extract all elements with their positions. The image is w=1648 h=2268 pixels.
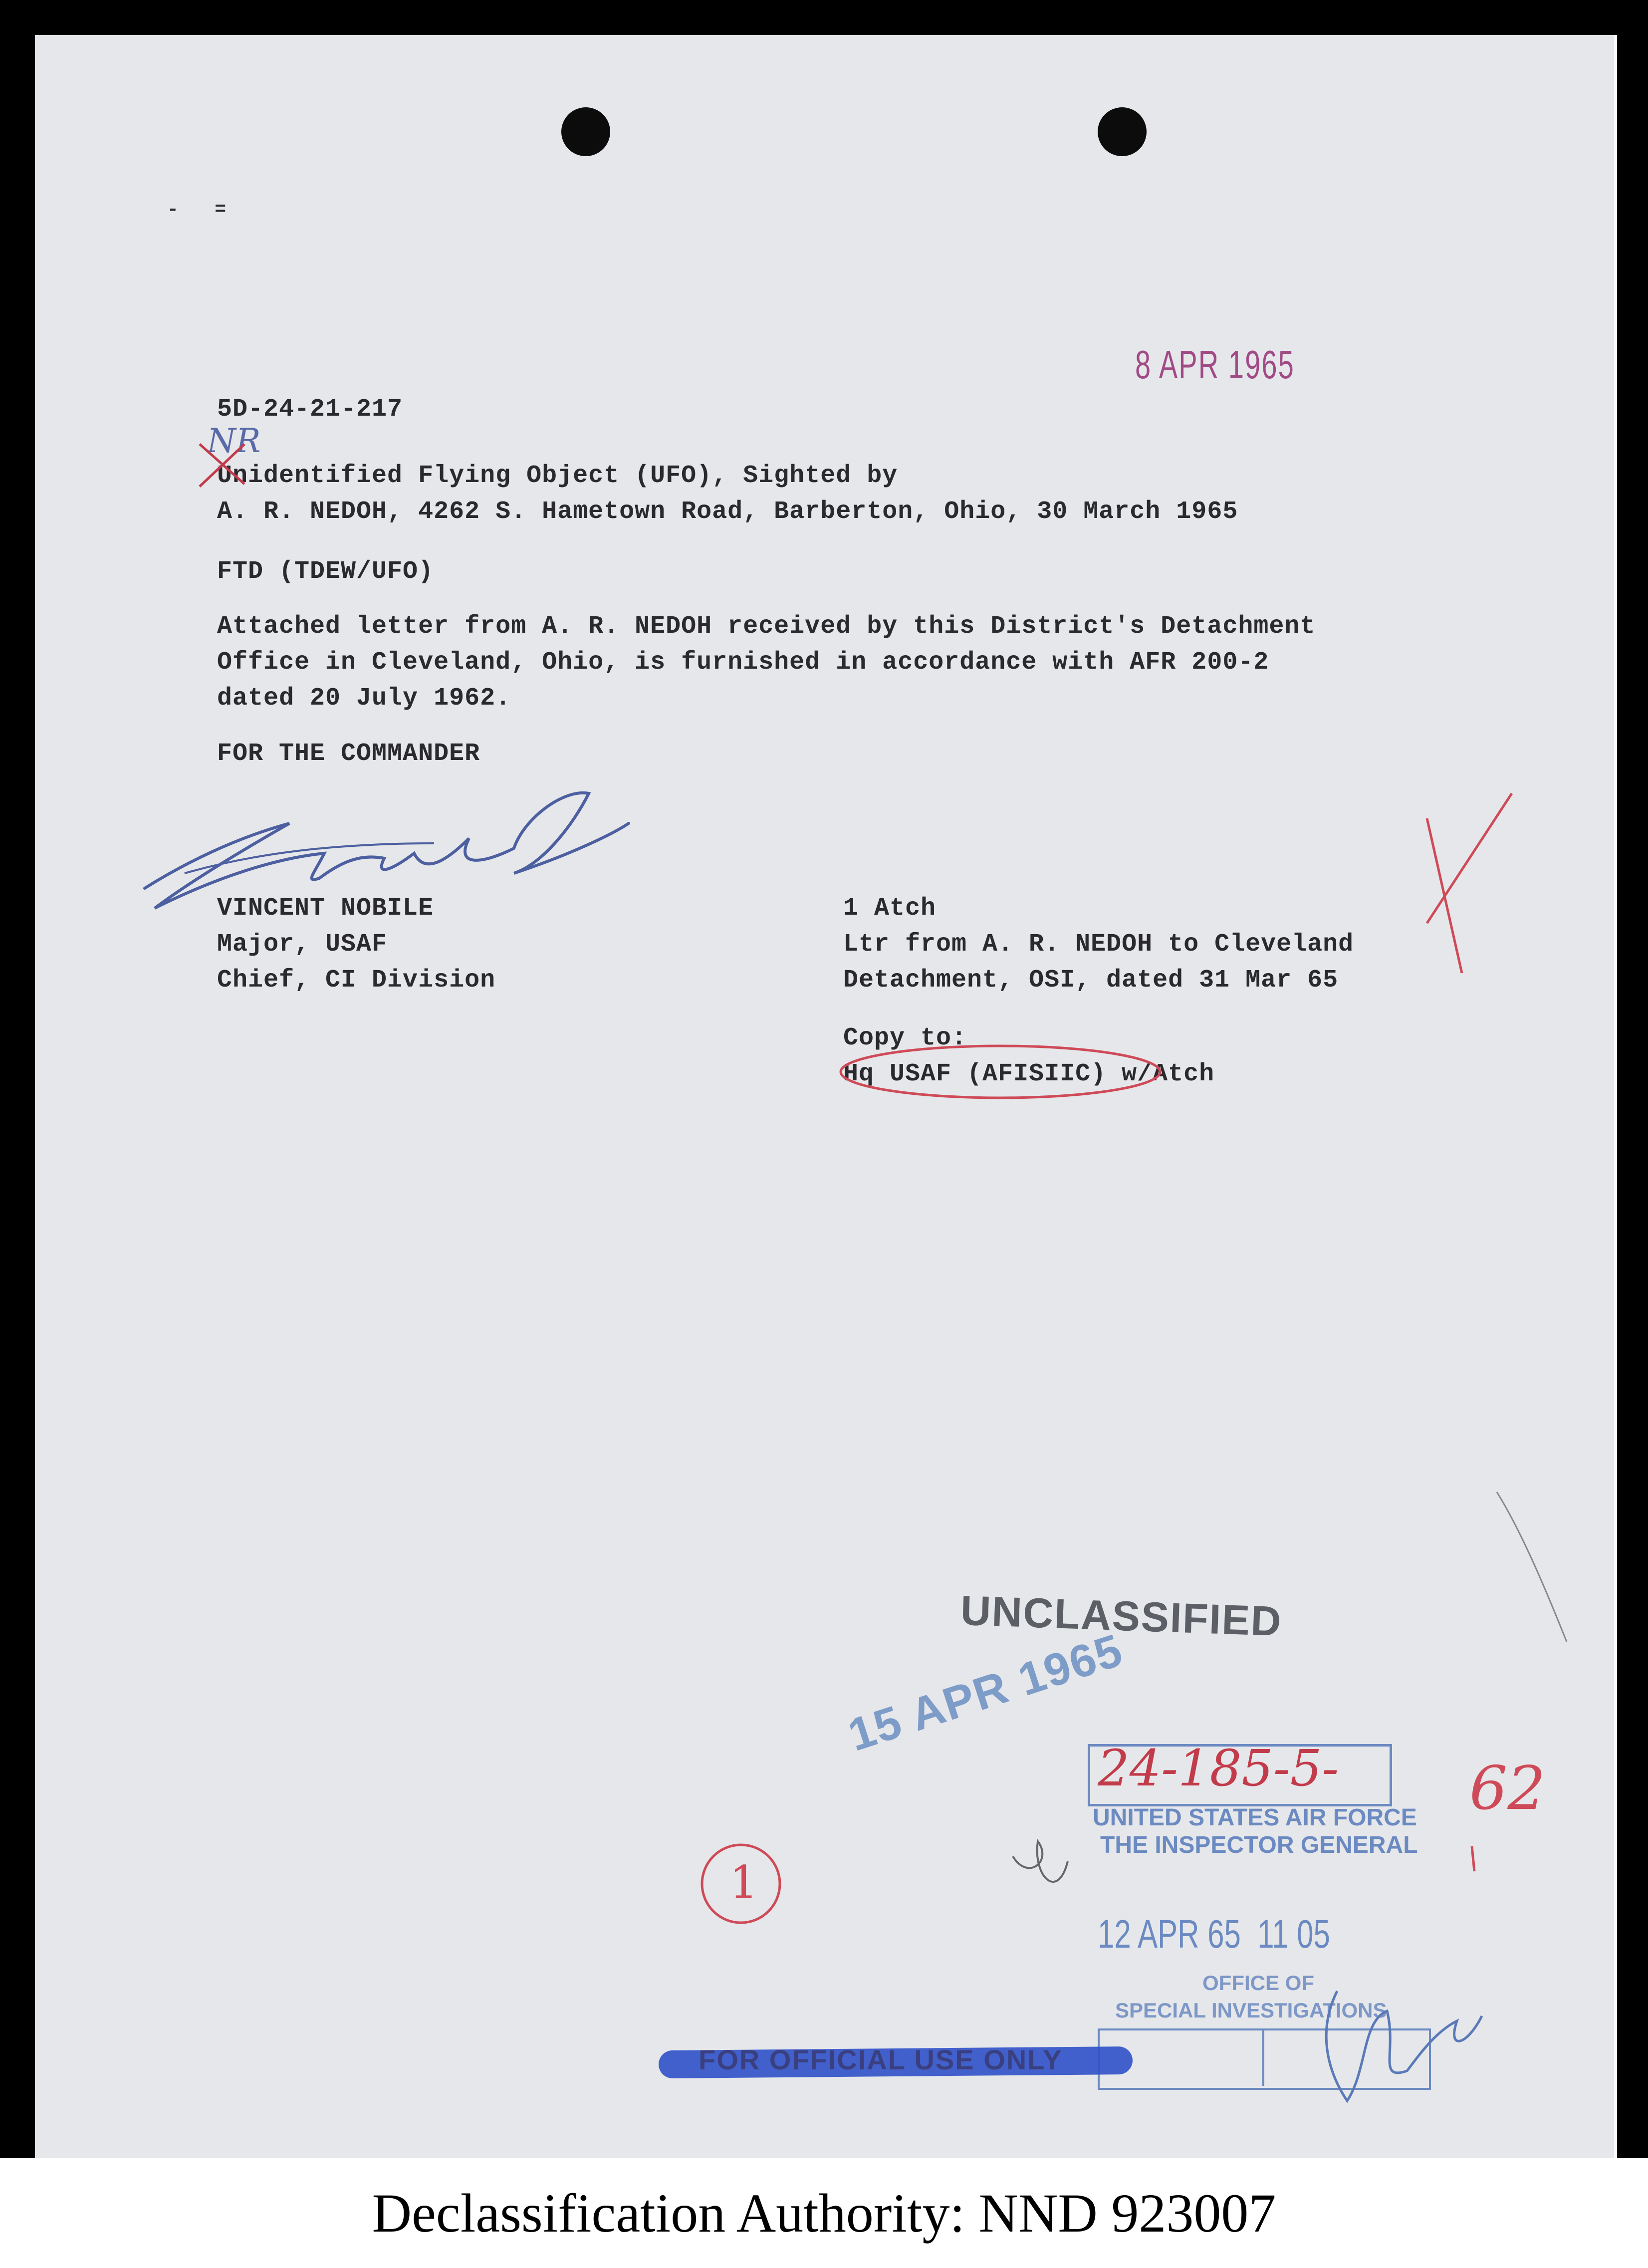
classification-stamp: UNCLASSIFIED [959,1586,1283,1645]
initials-signature [1307,1961,1497,2121]
received-date-stamp: 8 APR 1965 [1135,342,1295,387]
attachment-line-1: Ltr from A. R. NEDOH to Cleveland [843,930,1354,959]
body-line-3: dated 20 July 1962. [217,684,511,713]
ig-stamp-line-2: THE INSPECTOR GENERAL [1100,1832,1418,1858]
red-number: 62 [1469,1754,1546,1823]
signer-name: VINCENT NOBILE [217,894,434,923]
circled-number: 1 [729,1856,758,1909]
ig-handwritten-number: 24-185-5- [1098,1739,1339,1797]
copy-to-label: Copy to: [843,1024,967,1052]
signer-title: Chief, CI Division [217,966,496,995]
declassification-footer: Declassification Authority: NND 923007 [0,2158,1648,2268]
file-number: 5D-24-21-217 [217,395,403,424]
signer-rank: Major, USAF [217,930,388,959]
ig-date-stamp: 12 APR 65 11 05 [1098,1912,1330,1956]
attachment-line-2: Detachment, OSI, dated 31 Mar 65 [843,966,1339,995]
stray-marks: - = [167,199,227,221]
margin-initials: NR [207,422,261,460]
osi-stamp-line-2: SPECIAL INVESTIGATIONS [1115,1999,1387,2022]
closing: FOR THE COMMANDER [217,740,480,768]
osi-box-divider [1262,2028,1264,2086]
copy-to-recipient: Hq USAF (AFISIIC) [843,1060,1107,1088]
body-line-1: Attached letter from A. R. NEDOH received by this District's Detachment [217,612,1316,641]
document-page [35,35,1617,2158]
copy-to-suffix: w/Atch [1106,1060,1215,1088]
osi-stamp-line-1: OFFICE OF [1202,1971,1314,1995]
attachment-count: 1 Atch [843,894,937,923]
addressee: FTD (TDEW/UFO) [217,557,434,586]
body-line-2: Office in Cleveland, Ohio, is furnished in accordance with AFR 200-2 [217,648,1269,677]
ig-stamp-line-1: UNITED STATES AIR FORCE [1093,1804,1417,1831]
fouo-stamp: FOR OFFICIAL USE ONLY [699,2044,1063,2075]
subject-line-2: A. R. NEDOH, 4262 S. Hametown Road, Barberton, Ohio, 30 March 1965 [217,498,1238,526]
blue-date-stamp: 15 APR 1965 [842,1624,1129,1761]
subject-line-1: Unidentified Flying Object (UFO), Sighted by [217,462,898,490]
